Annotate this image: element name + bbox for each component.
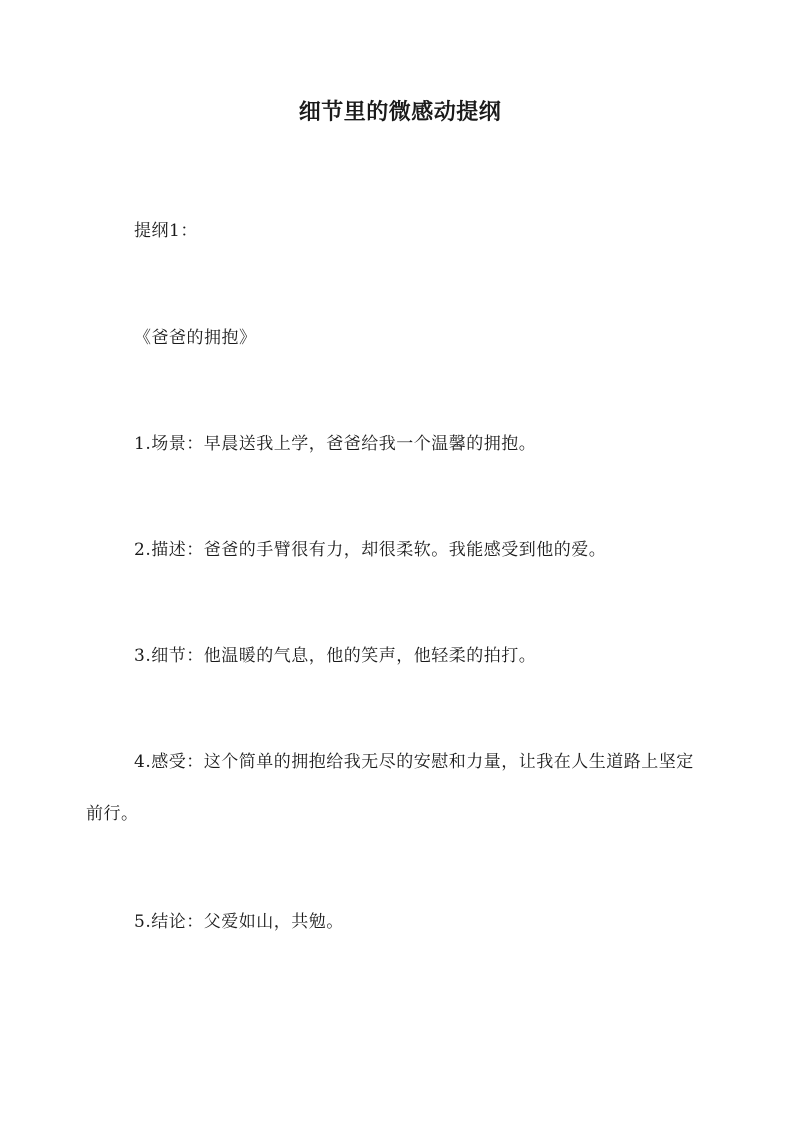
outline-point-3: 3.细节：他温暖的气息，他的笑声，他轻柔的拍打。 (134, 646, 537, 666)
outline-point-1: 1.场景：早晨送我上学，爸爸给我一个温馨的拥抱。 (134, 434, 537, 454)
outline-label: 提纲1： (134, 221, 198, 241)
outline-point-5: 5.结论：父爱如山，共勉。 (134, 912, 344, 932)
essay-title: 《爸爸的拥抱》 (134, 328, 257, 348)
outline-point-2: 2.描述：爸爸的手臂很有力，却很柔软。我能感受到他的爱。 (134, 540, 607, 560)
outline-point-4: 4.感受：这个简单的拥抱给我无尽的安慰和力量，让我在人生道路上坚定前行。 (86, 752, 694, 824)
document-title: 细节里的微感动提纲 (298, 99, 502, 125)
